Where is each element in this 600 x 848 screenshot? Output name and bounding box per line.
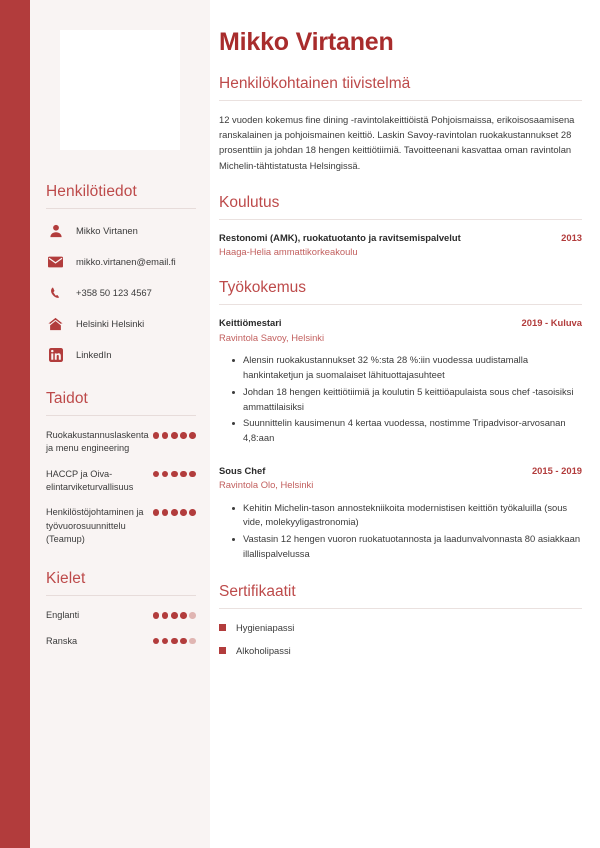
experience-section [219, 279, 582, 562]
divider [219, 100, 582, 101]
divider [46, 415, 196, 416]
language-label: Englanti [46, 610, 80, 621]
list-item: Vastasin 12 hengen vuoron ruokatuotannosta ja laadunvalvonnasta 80 asiakkaan illallispalvelussa [243, 532, 582, 562]
skill-item [46, 429, 196, 456]
main-content [210, 0, 600, 848]
divider [219, 608, 582, 609]
skills-heading: Taidot [46, 390, 88, 407]
experience-job-title: Keittiömestari [219, 317, 282, 329]
list-item: Johdan 18 hengen keittiötiimiä ja koulutin 5 keittiöapulaista sous chef -tasoisiksi ammattilaisiksi [243, 385, 582, 415]
education-institution: Haaga-Helia ammattikorkeakoulu [219, 246, 358, 258]
rating-dot-filled [162, 509, 169, 516]
divider [46, 208, 196, 209]
rating-dot-filled [180, 432, 187, 439]
experience-date: 2015 - 2019 [531, 465, 582, 477]
contact-row-location [46, 315, 196, 333]
rating-dot-filled [180, 509, 187, 516]
rating-dot-filled [162, 638, 169, 645]
rating-dot-filled [180, 638, 187, 645]
linkedin-icon [46, 347, 65, 364]
divider [219, 219, 582, 220]
contact-location-value: Helsinki Helsinki [76, 318, 145, 330]
experience-entry [219, 316, 582, 446]
experience-entry-header [219, 316, 582, 329]
contact-name-value: Mikko Virtanen [76, 225, 138, 237]
education-section [219, 194, 582, 259]
language-rating-dots [153, 635, 196, 645]
experience-employer: Ravintola Olo, Helsinki [219, 479, 314, 491]
skill-label: HACCP ja Oiva-elintarviketurvallisuus [46, 468, 134, 493]
contact-row-phone[interactable] [46, 284, 196, 302]
rating-dot-filled [171, 471, 178, 478]
phone-icon [46, 285, 65, 302]
rating-dot-filled [171, 638, 178, 645]
list-item: Suunnittelin kausimenun 4 kertaa vuodessa, nostimme Tripadvisor-arvosanan 4,8:aan [243, 416, 582, 446]
skill-rating-dots [153, 468, 196, 478]
envelope-icon [46, 254, 65, 271]
experience-bullets [219, 353, 582, 446]
contact-email-value: mikko.virtanen@email.fi [76, 256, 176, 268]
left-accent-bar [0, 0, 30, 848]
rating-dot-filled [162, 432, 169, 439]
summary-section [219, 75, 582, 173]
contact-row-linkedin[interactable] [46, 346, 196, 364]
personal-details-section [46, 183, 196, 364]
list-item [219, 645, 582, 656]
page-title: Mikko Virtanen [219, 28, 394, 56]
person-icon [46, 223, 65, 240]
language-item [46, 635, 196, 648]
language-item [46, 609, 196, 622]
languages-section [46, 570, 196, 648]
skill-item [46, 468, 196, 495]
experience-date: 2019 - Kuluva [521, 317, 582, 329]
languages-heading: Kielet [46, 570, 86, 588]
rating-dot-filled [153, 432, 160, 439]
contact-row-email[interactable] [46, 253, 196, 271]
skills-section [46, 390, 196, 546]
rating-dot-empty [189, 612, 196, 619]
experience-heading: Työkokemus [219, 279, 307, 297]
experience-bullets [219, 501, 582, 562]
rating-dot-filled [171, 509, 178, 516]
certificates-section [219, 583, 582, 656]
contact-row-name [46, 222, 196, 240]
experience-job-title: Sous Chef [219, 465, 266, 477]
skill-rating-dots [153, 429, 196, 439]
education-degree: Restonomi (AMK), ruokatuotanto ja ravitsemispalvelut [219, 231, 461, 243]
sidebar [30, 0, 210, 848]
experience-entry-header [219, 464, 582, 477]
list-item: Kehitin Michelin-tason annostekniikoita modernistisen keittiön työkaluilla (sous vide, molekyyligastronomia) [243, 501, 582, 531]
rating-dot-filled [153, 638, 160, 645]
divider [219, 304, 582, 305]
education-heading: Koulutus [219, 193, 280, 211]
skill-item [46, 506, 196, 546]
education-entry-header [219, 231, 582, 244]
rating-dot-filled [153, 509, 160, 516]
experience-employer: Ravintola Savoy, Helsinki [219, 331, 325, 343]
rating-dot-filled [162, 471, 169, 478]
divider [46, 595, 196, 596]
rating-dot-filled [162, 612, 169, 619]
rating-dot-filled [153, 471, 160, 478]
education-date: 2013 [561, 231, 582, 243]
certificate-label: Hygieniapassi [236, 622, 295, 634]
education-entry [219, 231, 582, 259]
language-label: Ranska [46, 635, 78, 646]
rating-dot-filled [189, 509, 196, 516]
certificate-label: Alkoholipassi [236, 645, 291, 657]
summary-text: 12 vuoden kokemus fine dining -ravintolakeittiöistä Pohjoismaissa, erikoisosaamisena ranskalainen ja pohjoismainen keittiö. Laskin Savoy-ravintolan ruokakustannukset 28 prosenttiin ja johdan 18 hengen keittiötiimiä. Tavoitteenani kasvattaa oman ravintolan Michelin-tähtistatusta Helsingissä. [219, 114, 575, 171]
rating-dot-filled [153, 612, 160, 619]
rating-dot-filled [171, 432, 178, 439]
contact-phone-value: +358 50 123 4567 [76, 287, 152, 299]
skill-rating-dots [153, 506, 196, 516]
profile-photo-placeholder [60, 30, 180, 150]
rating-dot-filled [180, 471, 187, 478]
experience-entry [219, 464, 582, 562]
bullet-square-icon [219, 624, 226, 631]
personal-details-heading: Henkilötiedot [46, 183, 137, 200]
list-item [219, 622, 582, 633]
rating-dot-empty [189, 638, 196, 645]
bullet-square-icon [219, 647, 226, 654]
rating-dot-filled [180, 612, 187, 619]
contact-linkedin-value: LinkedIn [76, 349, 112, 361]
summary-heading: Henkilökohtainen tiivistelmä [219, 75, 411, 92]
list-item: Alensin ruokakustannukset 32 %:sta 28 %:iin vuodessa uudistamalla hankintaketjun ja suomalaiset lähituottajasuhteet [243, 353, 582, 383]
certificates-heading: Sertifikaatit [219, 583, 296, 601]
rating-dot-filled [189, 471, 196, 478]
language-rating-dots [153, 609, 196, 619]
home-icon [46, 316, 65, 333]
skill-label: Henkilöstöjohtaminen ja työvuorosuunnittelu (Teamup) [46, 507, 144, 545]
certificates-list [219, 622, 582, 656]
skill-label: Ruokakustannuslaskenta ja menu engineering [46, 430, 149, 454]
rating-dot-filled [189, 432, 196, 439]
rating-dot-filled [171, 612, 178, 619]
